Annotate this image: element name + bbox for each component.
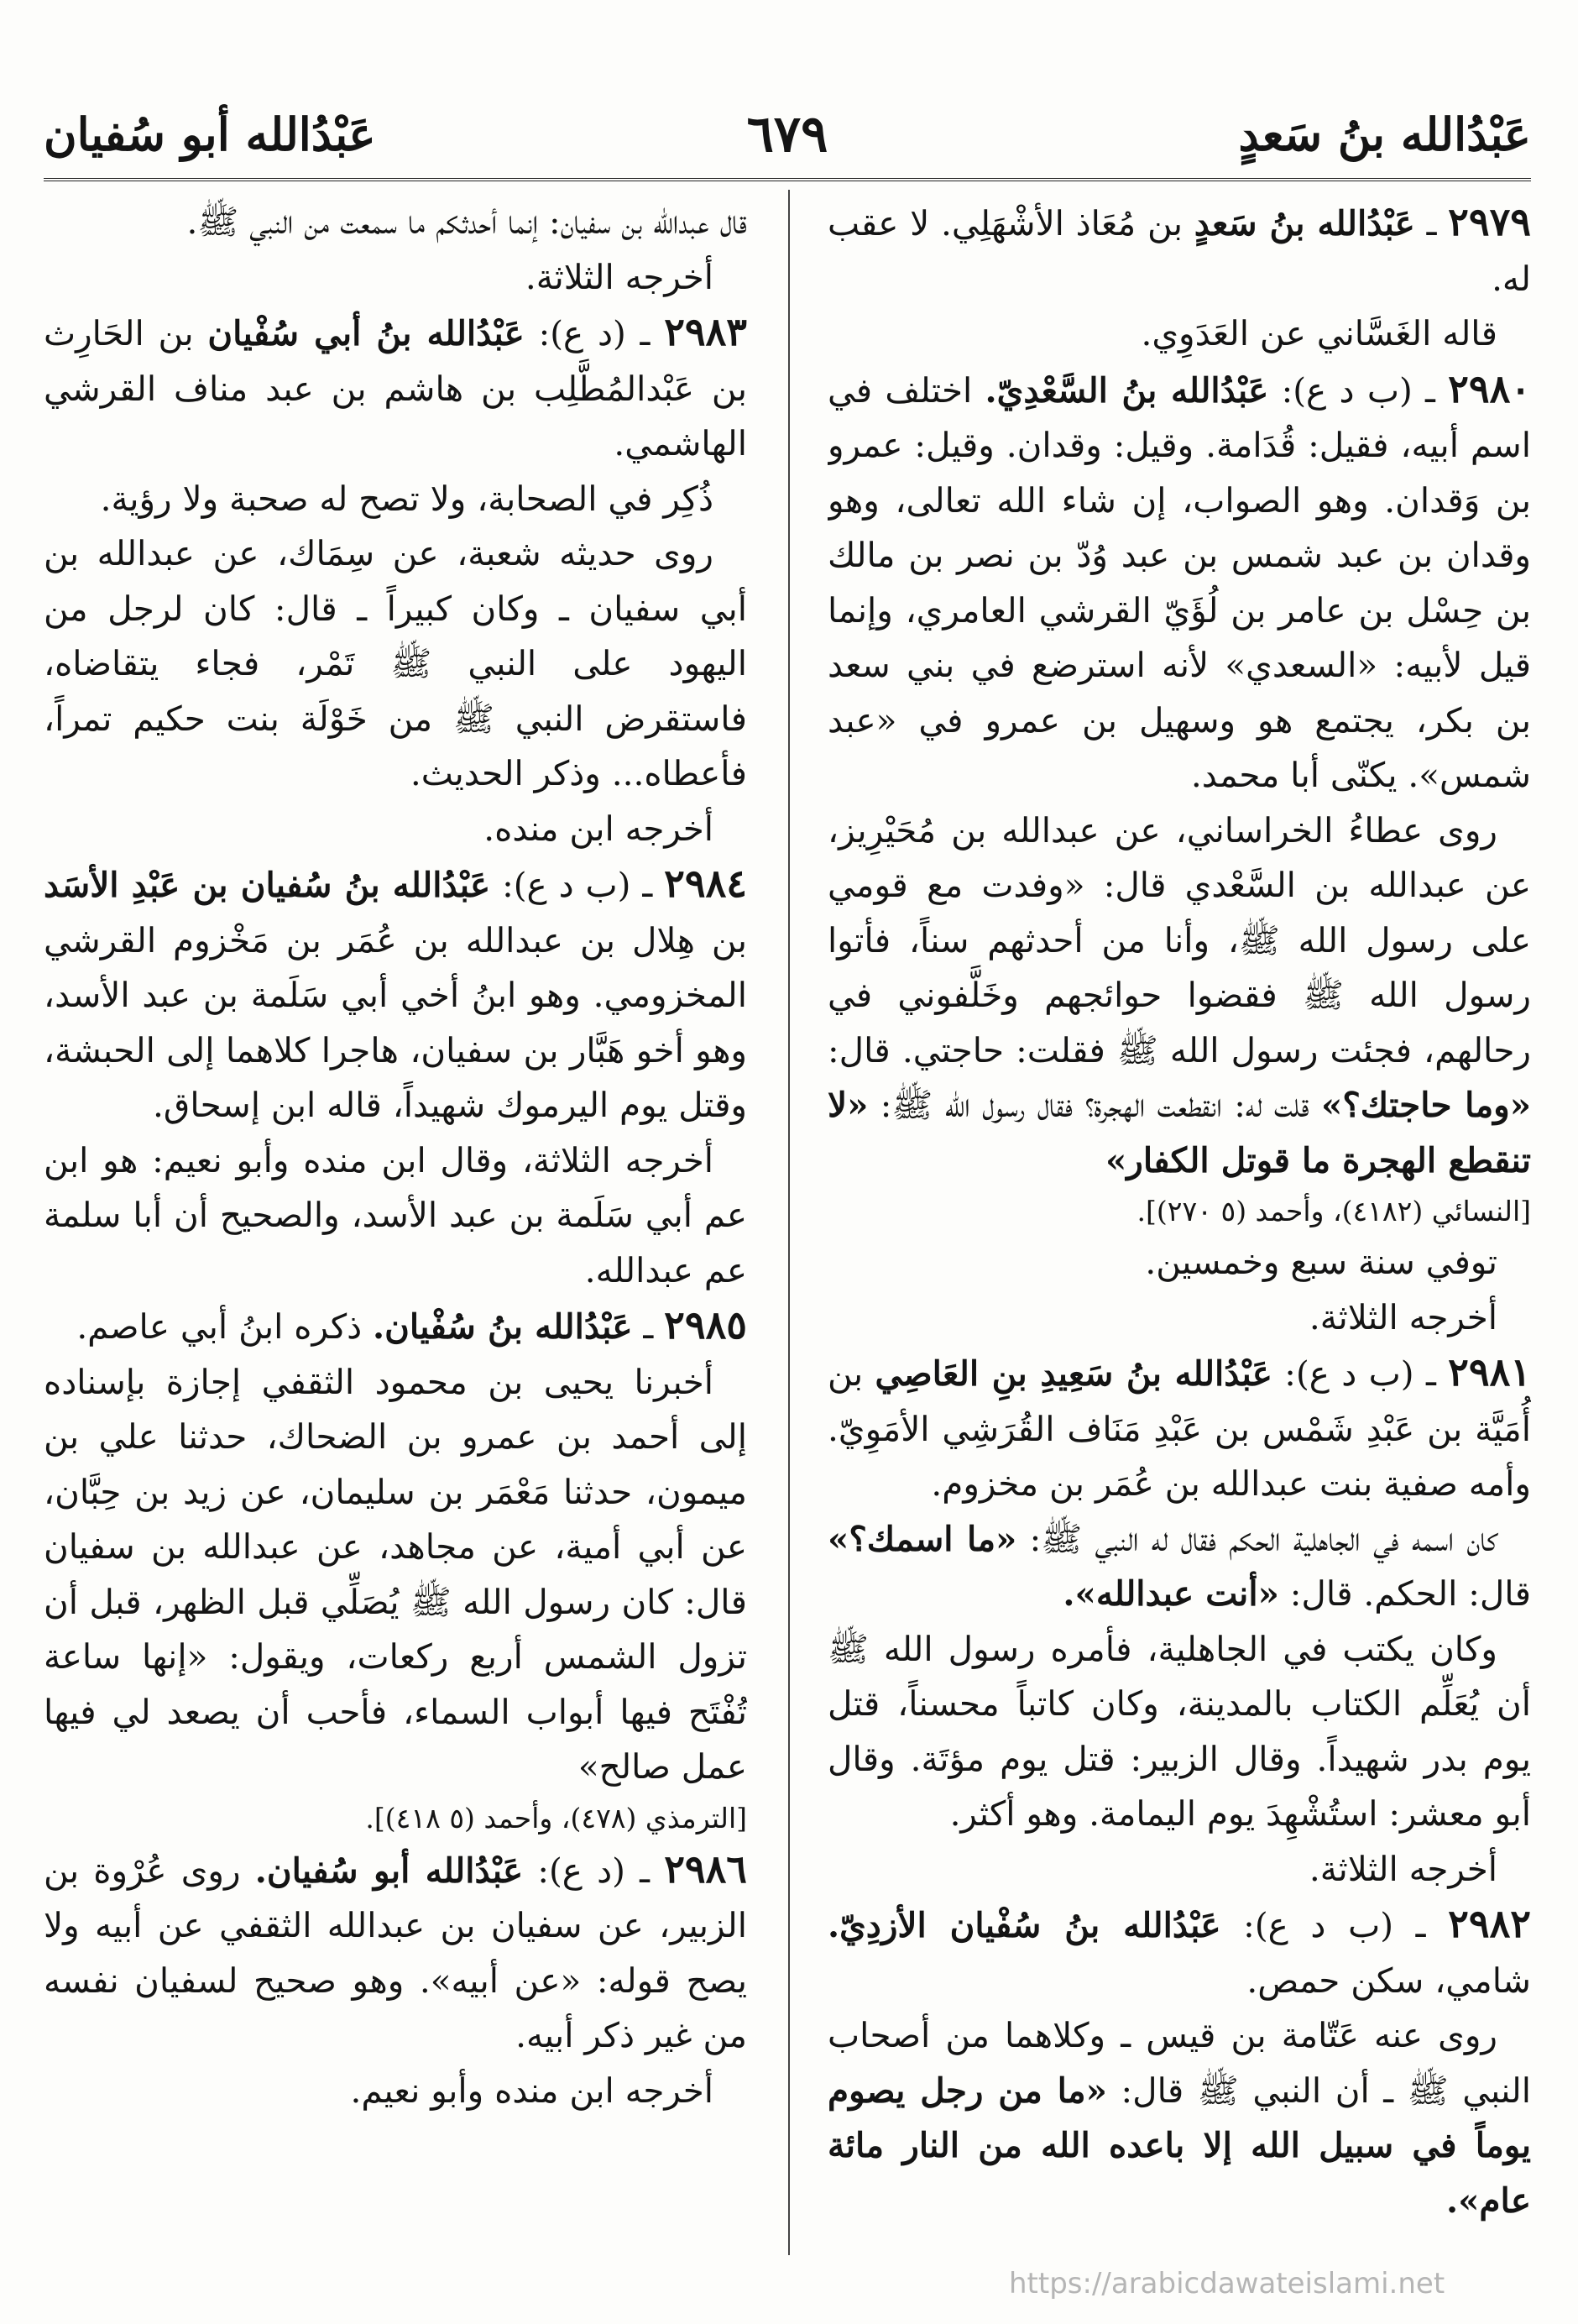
paragraph: ذُكِر في الصحابة، ولا تصح له صحبة ولا رؤية.	[100, 478, 713, 519]
entry-2980	[828, 362, 1531, 803]
hadith-quote: «لا تنقطع الهجرة ما قوتل الكفار»	[828, 1085, 1531, 1180]
entry-text: ذكره ابنُ أبي عاصم.	[76, 1306, 374, 1347]
paragraph: قاله الغَسَّاني عن العَدَوِي.	[1141, 313, 1497, 353]
entry-heading: عَبْدُالله بنُ سُفْيان الأزدِيّ.	[828, 1905, 1221, 1945]
entry-number: ٢٩٨٤	[664, 861, 747, 906]
header-rule	[44, 178, 1531, 181]
entry-heading: عَبْدُالله بنُ سَعِيدِ بنِ العَاصِي	[875, 1353, 1272, 1394]
reference: [النسائي (٤١٨٢)، وأحمد (٥ ٢٧٠)].	[1136, 1195, 1531, 1227]
entry-sigla: ـ (ب د ع):	[490, 865, 665, 905]
entry-number: ٢٩٧٩	[1448, 199, 1531, 244]
header-right-title: عَبْدُالله بنُ سَعدٍ	[1238, 107, 1531, 161]
entry-text: بن هِلال بن عبدالله بن عُمَر بن مَخْزوم القرشي المخزومي. وهو ابنُ أخي أبي سَلَمة بن عبد الأسد، وهو أخو هَبَّار بن سفيان، هاجرا كلاهما إلى الحبشة، وقتل يوم اليرموك شهيداً، قاله ابن إسحاق.	[44, 919, 747, 1125]
entry-number: ٢٩٨١	[1448, 1349, 1531, 1395]
entry-number: ٢٩٨٥	[664, 1302, 747, 1348]
entry-heading: عَبْدُالله بنُ السَّعْدِيّ.	[985, 369, 1269, 411]
entry-text: بن مُعَاذ الأشْهَلِي. لا عقب له.	[828, 203, 1531, 299]
hadith-quote: «ما اسمك؟»	[828, 1518, 1017, 1559]
entry-number: ٢٩٨٦	[664, 1845, 747, 1892]
paragraph: توفي سنة سبع وخمسين.	[1145, 1242, 1497, 1282]
watermark-url: https://arabicdawateislami.net	[1009, 2267, 1445, 2300]
entry-text: اختلف في اسم أبيه، فقيل: قُدَامة. وقيل: وقدان. وقيل: عمرو بن وَقدان. وهو الصواب، إن شاء الله تعالى، وهو وقدان بن عبد شمس بن عبد وُدّ بن نصر بن مالك بن حِسْل بن عامر بن لُؤَيّ القرشي العامري، وإنما قيل لأبيه: «السعدي» لأنه استرضع في بني سعد بن بكر، يجتمع هو وسهيل بن عمرو في «عبد شمس». يكنّى أبا محمد.	[828, 369, 1531, 795]
entry-text: بن أُمَيَّة بن عَبْدِ شَمْس بن عَبْدِ مَنَاف القُرَشِي الأمَوِيّ. وأمه صفية بنت عبدالله بن عُمَر بن مخزوم.	[828, 1353, 1531, 1504]
header-left-title: عَبْدُالله أبو سُفيان	[44, 107, 376, 161]
paragraph: أخرجه الثلاثة، وقال ابن منده وأبو نعيم: هو ابن عم أبي سَلَمة بن عبد الأسد، والصحيح أن أبا سلمة عم عبدالله.	[44, 1139, 747, 1290]
entry-number: ٢٩٨٣	[664, 309, 747, 354]
entry-text: شامي، سكن حمص.	[1246, 1960, 1531, 2001]
entry-2983	[44, 305, 747, 472]
entry-2984	[44, 856, 747, 1133]
hadith-quote: «وما حاجتك؟»	[1321, 1085, 1531, 1125]
entry-heading: عَبْدُالله أبو سُفيان.	[254, 1850, 524, 1891]
paragraph: أخرجه الثلاثة.	[1309, 1296, 1497, 1337]
entry-2985: ٢٩٨٥ ـ عَبْدُالله بنُ سُفْيان. ذكره ابنُ أبي عاصم.	[76, 1302, 747, 1348]
entry-text: روى عُرْوة بن الزبير، عن سفيان بن عبدالله الثقفي عن أبيه ولا يصح قوله: «عن أبيه». وهو صحيح لسفيان نفسه من غير ذكر أبيه.	[44, 1850, 747, 2055]
left-column	[44, 195, 747, 2243]
paragraph: كان اسمه في الجاهلية الحكم فقال له النبي ﷺ: «ما اسمك؟» قال: الحكم. قال: «أنت عبدالله».	[828, 1518, 1531, 1614]
entry-sigla: ـ (ب د ع):	[1268, 369, 1449, 411]
entry-heading: عَبْدُالله بنُ سَعدٍ	[1194, 203, 1415, 243]
paragraph: أخرجه ابن منده وأبو نعيم.	[350, 2070, 713, 2111]
right-column	[828, 195, 1531, 2243]
page-number: ٦٧٩	[746, 105, 828, 164]
entry-2982	[828, 1897, 1531, 2008]
entry-sigla: ـ (ب د ع):	[1220, 1905, 1449, 1945]
entry-heading: عَبْدُالله بنُ سُفْيان.	[373, 1306, 633, 1347]
entry-sigla: ـ (د ع):	[524, 313, 665, 353]
entry-text: بن الحَارِث بن عَبْدالمُطَّلِب بن هاشم بن عبد مناف القرشي الهاشمي.	[44, 313, 747, 463]
reference: [الترمذي (٤٧٨)، وأحمد (٥ ٤١٨)].	[365, 1801, 747, 1835]
entry-2986	[44, 1842, 747, 2064]
hadith-quote: «ما من رجل يصوم يوماً في سبيل الله إلا باعده الله من النار مائة عام».	[828, 2070, 1531, 2221]
hadith-quote: «أنت عبدالله».	[1063, 1573, 1279, 1614]
entry-heading: عَبْدُالله بنُ سُفيان بن عَبْدِ الأسَد	[44, 865, 491, 905]
running-header	[44, 92, 1531, 176]
paragraph: روى عطاءُ الخراساني، عن عبدالله بن مُحَيْرِيز، عن عبدالله بن السَّعْدي قال: «وفدت مع قومي على رسول الله ﷺ، وأنا من أحدثهم سناً، فأتوا رسول الله ﷺ فقضوا حوائجهم وخَلَّفوني في رحالهم، فجئت رسول الله ﷺ فقلت: حاجتي. قال: «وما حاجتك؟» قلت له: انقطعت الهجرة؟ فقال رسول الله ﷺ: «لا تنقطع الهجرة ما قوتل الكفار»	[828, 809, 1531, 1180]
entry-2979: ٢٩٧٩ ـ عَبْدُالله بنُ سَعدٍ بن مُعَاذ الأشْهَلِي. لا عقب له.	[828, 199, 1531, 299]
entry-heading: عَبْدُالله بنُ أبي سُفْيان	[207, 313, 525, 353]
paragraph: أخبرنا يحيى بن محمود الثقفي إجازة بإسناده إلى أحمد بن عمرو بن الضحاك، حدثنا علي بن ميمون، حدثنا مَعْمَر بن سليمان، عن زيد بن حِبَّان، عن أبي أمية، عن مجاهد، عن عبدالله بن سفيان قال: كان رسول الله ﷺ يُصَلِّي قبل الظهر، قبل أن تزول الشمس أربع ركعات، ويقول: «إنها ساعة تُفْتَح فيها أبواب السماء، فأحب أن يصعد لي فيها عمل صالح»	[44, 1361, 747, 1787]
paragraph: روى حديثه شعبة، عن سِمَاك، عن عبدالله بن أبي سفيان ـ وكان كبيراً ـ قال: كان لرجل من اليهود على النبي ﷺ تَمْر، فجاء يتقاضاه، فاستقرض النبي ﷺ من خَوْلَة بنت حكيم تمراً، فأعطاه... وذكر الحديث.	[44, 533, 747, 793]
paragraph: أخرجه ابن منده.	[483, 808, 713, 849]
paragraph: أخرجه الثلاثة.	[525, 256, 713, 297]
entry-sigla: ـ (ب د ع):	[1272, 1353, 1449, 1394]
paragraph: روى عنه عَتّامة بن قيس ـ وكلاهما من أصحاب النبي ﷺ ـ أن النبي ﷺ قال: «ما من رجل يصوم يوماً في سبيل الله إلا باعده الله من النار مائة عام».	[828, 2015, 1531, 2221]
paragraph: قال عبدالله بن سفيان: إنما أحدثكم ما سمعت من النبي ﷺ.	[186, 202, 747, 242]
entry-sigla: ـ (د ع):	[523, 1850, 665, 1891]
entry-2981	[828, 1345, 1531, 1512]
entry-number: ٢٩٨٢	[1448, 1901, 1531, 1946]
paragraph: أخرجه الثلاثة.	[1309, 1848, 1497, 1889]
paragraph: وكان يكتب في الجاهلية، فأمره رسول الله ﷺ أن يُعَلِّم الكتاب بالمدينة، وكان كاتباً محسناً، قتل يوم بدر شهيداً. وقال الزبير: قتل يوم مؤتَة. وقال أبو معشر: استُشْهِدَ يوم اليمامة. وهو أكثر.	[828, 1628, 1531, 1834]
column-divider	[788, 190, 790, 2255]
entry-number: ٢٩٨٠	[1448, 365, 1531, 411]
